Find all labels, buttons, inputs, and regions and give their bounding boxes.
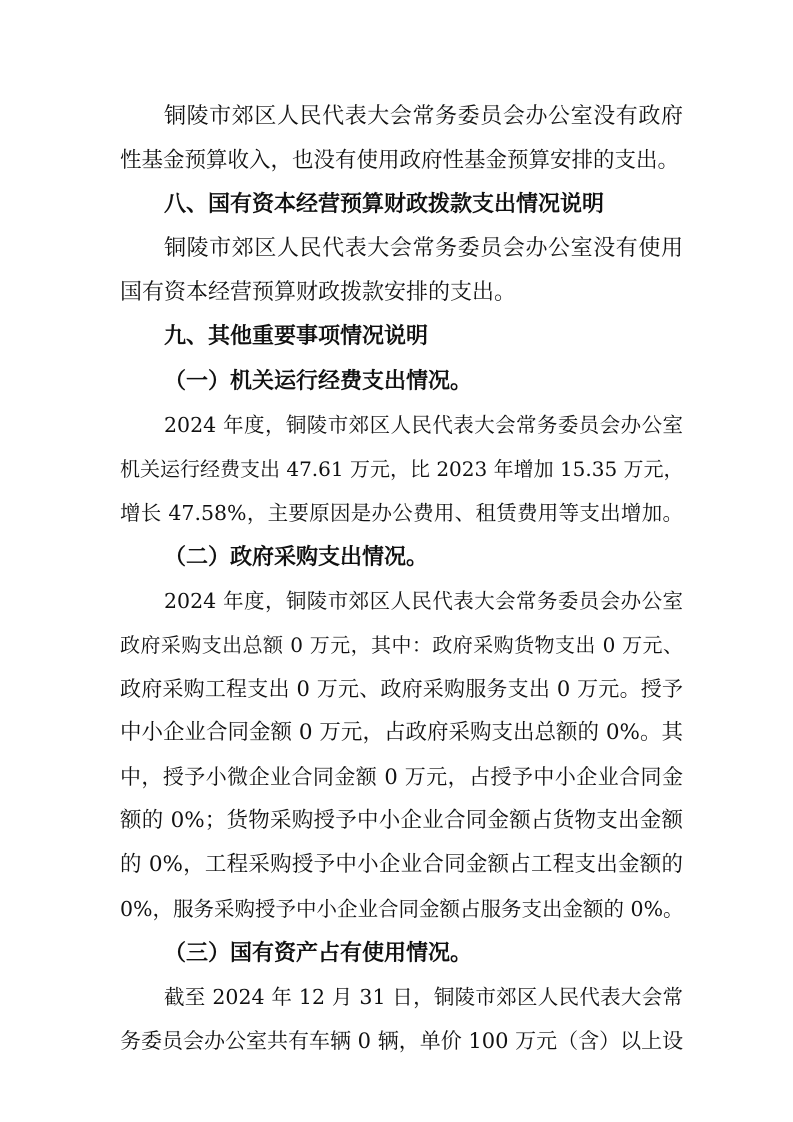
paragraph-line: 中，授予小微企业合同金额 0 万元，占授予中小企业合同金 [120, 765, 683, 789]
paragraph-line: 截至 2024 年 12 月 31 日，铜陵市郊区人民代表大会常 [164, 985, 683, 1009]
paragraph-line: 0%，服务采购授予中小企业合同金额占服务支出金额的 0%。 [120, 897, 684, 921]
paragraph-line: 2024 年度，铜陵市郊区人民代表大会常务委员会办公室 [164, 589, 683, 613]
subsection-heading-1: （一）机关运行经费支出情况。 [164, 368, 473, 394]
subsection-heading-3: （三）国有资产占有使用情况。 [164, 940, 473, 966]
paragraph-line: 政府采购工程支出 0 万元、政府采购服务支出 0 万元。授予 [120, 677, 683, 701]
paragraph-line: 中小企业合同金额 0 万元，占政府采购支出总额的 0%。其 [120, 720, 683, 745]
paragraph-line: 额的 0%；货物采购授予中小企业合同金额占货物支出金额 [120, 808, 683, 833]
paragraph-line: 的 0%，工程采购授予中小企业合同金额占工程支出金额的 [120, 852, 683, 877]
subsection-heading-2: （二）政府采购支出情况。 [164, 544, 429, 570]
paragraph-line: 铜陵市郊区人民代表大会常务委员会办公室没有使用 [164, 236, 683, 261]
section-heading-9: 九、其他重要事项情况说明 [164, 324, 429, 349]
paragraph-line: 务委员会办公室共有车辆 0 辆，单价 100 万元（含）以上设 [120, 1029, 684, 1053]
paragraph-line: 政府采购支出总额 0 万元，其中：政府采购货物支出 0 万元、 [120, 633, 683, 657]
paragraph-line: 增长 47.58%，主要原因是办公费用、租赁费用等支出增加。 [120, 501, 683, 525]
paragraph-line: 性基金预算收入，也没有使用政府性基金预算安排的支出。 [120, 148, 680, 173]
paragraph-line: 铜陵市郊区人民代表大会常务委员会办公室没有政府 [164, 104, 683, 129]
paragraph-line: 2024 年度，铜陵市郊区人民代表大会常务委员会办公室 [164, 413, 683, 437]
paragraph-line: 机关运行经费支出 47.61 万元，比 2023 年增加 15.35 万元， [120, 457, 684, 481]
section-heading-8: 八、国有资本经营预算财政拨款支出情况说明 [164, 192, 605, 217]
paragraph-line: 国有资本经营预算财政拨款安排的支出。 [120, 280, 517, 305]
